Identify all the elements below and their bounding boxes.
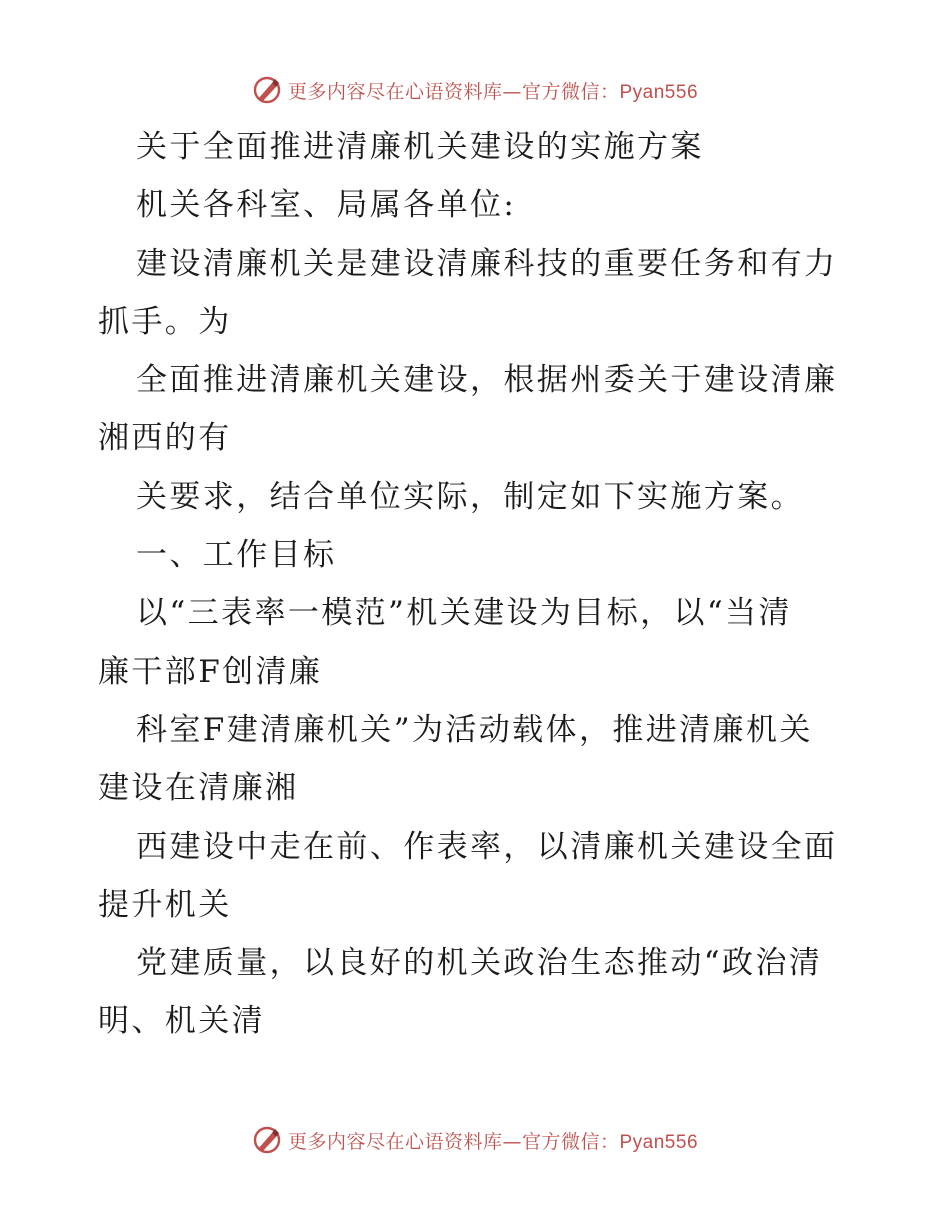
- paragraph-line: 建设在清廉湘: [98, 770, 299, 807]
- header-wechat-id: Pyan556: [619, 81, 699, 103]
- paragraph-line: 西建设中走在前、作表率，以清廉机关建设全面: [136, 828, 838, 865]
- paragraph-line: 党建质量，以良好的机关政治生态推动“政治清: [136, 945, 823, 982]
- footer-dash: —: [502, 1130, 522, 1153]
- footer-banner-text: [288, 1127, 698, 1154]
- pen-logo-icon: [252, 1125, 282, 1155]
- paragraph-line: 全面推进清廉机关建设，根据州委关于建设清廉: [136, 362, 838, 399]
- paragraph-line: 廉干部F创清廉: [98, 653, 323, 690]
- footer-site-text: 更多内容尽在心语资料库: [287, 1130, 503, 1153]
- paragraph-line: 抓手。为: [98, 303, 232, 340]
- paragraph-line: 提升机关: [98, 886, 232, 923]
- footer-wechat-label: 官方微信：: [521, 1130, 620, 1153]
- document-title: 关于全面推进清廉机关建设的实施方案: [136, 129, 704, 165]
- paragraph-line: 科室F建清廉机关”为活动载体，推进清廉机关: [136, 711, 813, 748]
- header-banner: [0, 70, 950, 110]
- header-site-text: 更多内容尽在心语资料库: [287, 80, 503, 103]
- paragraph-line: 以“三表率一模范”机关建设为目标，以“当清: [136, 595, 792, 632]
- pen-logo-icon: [252, 75, 282, 105]
- paragraph-line: 明、机关清: [98, 1003, 265, 1040]
- section-heading: 一、工作目标: [136, 537, 337, 574]
- paragraph-line: 建设清廉机关是建设清廉科技的重要任务和有力: [136, 245, 838, 282]
- header-dash: —: [502, 80, 522, 103]
- paragraph-line: 湘西的有: [98, 420, 232, 457]
- salutation: 机关各科室、局属各单位:: [136, 187, 517, 224]
- paragraph-line: 关要求，结合单位实际，制定如下实施方案。: [136, 478, 804, 515]
- header-wechat-label: 官方微信：: [521, 80, 620, 103]
- document-body: [98, 118, 858, 1051]
- header-banner-text: [288, 77, 698, 104]
- footer-banner: [0, 1120, 950, 1160]
- footer-wechat-id: Pyan556: [619, 1131, 699, 1153]
